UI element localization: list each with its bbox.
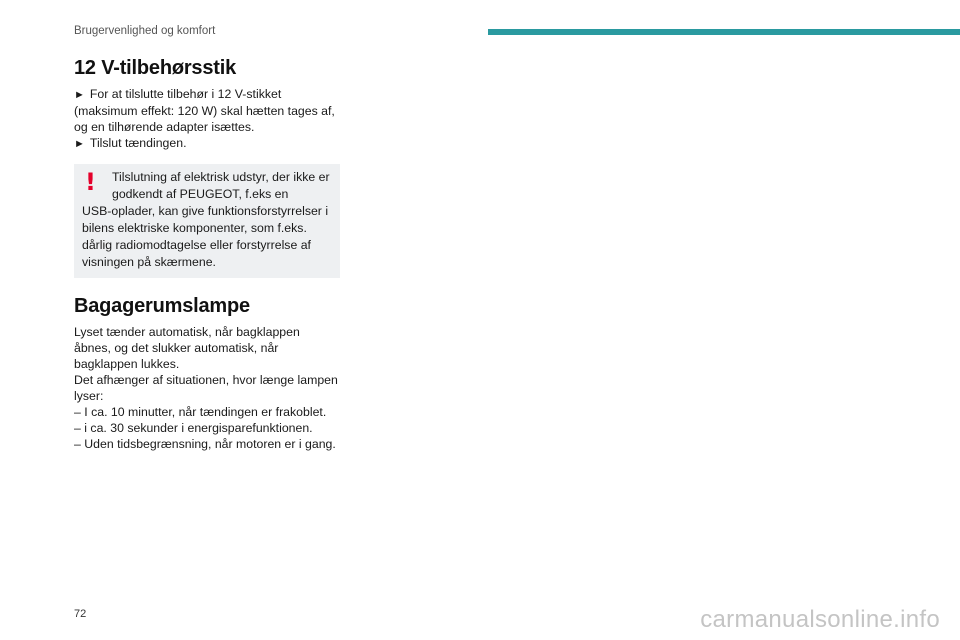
arrow-bullet-icon: ► bbox=[74, 138, 85, 150]
list-item: – I ca. 10 minutter, når tændingen er frakoblet. bbox=[74, 404, 340, 420]
watermark: carmanualsonline.info bbox=[700, 606, 940, 633]
warning-text-line: godkendt af PEUGEOT, f.eks en bbox=[112, 187, 289, 201]
lamp-duration-list bbox=[74, 404, 340, 452]
list-item: – i ca. 30 sekunder i energisparefunktionen. bbox=[74, 420, 340, 436]
page-number: 72 bbox=[74, 608, 87, 620]
instruction-step-text: Tilslut tændingen. bbox=[89, 136, 187, 150]
lamp-description: Lyset tænder automatisk, når bagklappen åbnes, og det slukker automatisk, når bagklappen lukkes. bbox=[74, 325, 300, 371]
warning-box bbox=[74, 164, 340, 278]
warning-text-line: Tilslutning af elektrisk udstyr, der ikke er bbox=[112, 170, 330, 184]
running-header: Brugervenlighed og komfort bbox=[74, 25, 216, 37]
section-accent-bar bbox=[488, 29, 960, 35]
section-title-accessory-socket: 12 V-tilbehørsstik bbox=[74, 57, 237, 79]
list-item: – Uden tidsbegrænsning, når motoren er i gang. bbox=[74, 436, 340, 452]
arrow-bullet-icon: ► bbox=[74, 89, 85, 101]
warning-text: USB-oplader, kan give funktionsforstyrrelser i bilens elektriske komponenter, som f.eks. dårlig radiomodtagelse eller forstyrrelse af visningen på skærmene. bbox=[82, 204, 329, 269]
content-column bbox=[74, 56, 340, 452]
section-title-luggage-lamp: Bagagerumslampe bbox=[74, 295, 250, 317]
exclamation-icon: ! bbox=[85, 168, 96, 196]
instruction-step-text: For at tilslutte tilbehør i 12 V-stikket (maksimum effekt: 120 W) skal hætten tages af, og en tilhørende adapter isættes. bbox=[74, 87, 335, 134]
lamp-duration-intro: Det afhænger af situationen, hvor længe lampen lyser: bbox=[74, 373, 338, 403]
instruction-step bbox=[74, 135, 340, 152]
instruction-step bbox=[74, 86, 340, 135]
